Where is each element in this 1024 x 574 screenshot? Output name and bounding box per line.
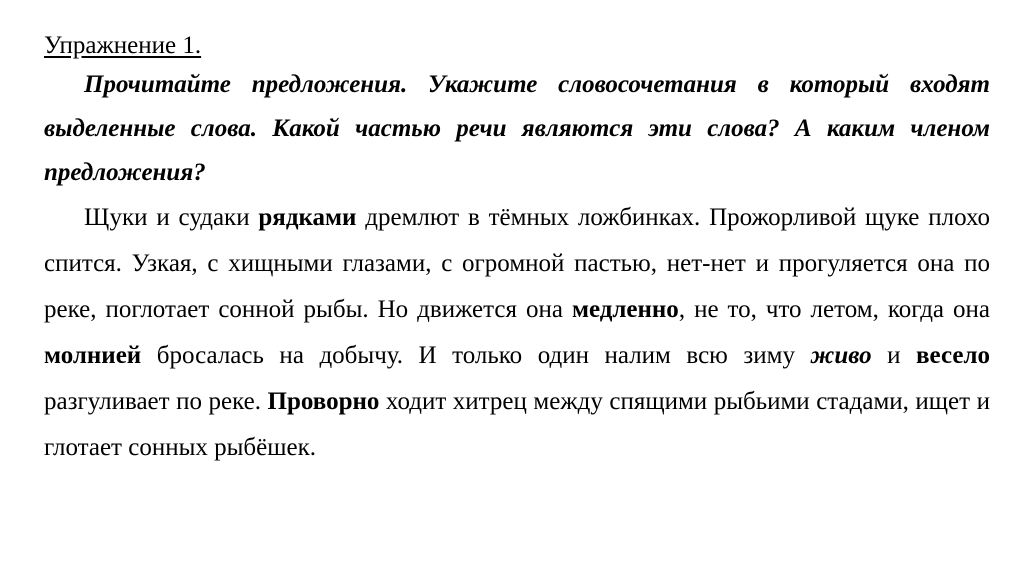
text-segment: разгуливает по реке. (44, 388, 268, 415)
highlighted-word: Проворно (267, 388, 380, 415)
text-segment: , не то, что летом, когда она (678, 296, 990, 323)
text-segment: дремлют в тёмных ложбинках. Прожорливой щуке плохо спится. Узкая, с хищными глазами, с огромной пастью, нет-нет и прогуляется она по реке, поглотает сонной рыбы. Но движется она (44, 204, 990, 323)
text-segment: ходит хитрец между спящими рыбьими стадами, ищет и глотает сонных рыбёшек. (44, 388, 990, 461)
text-segment: Щуки и судаки (84, 204, 259, 231)
task-instructions: Прочитайте предложения. Укажите словосочетания в который входят выделенные слова. Какой частью речи являются эти слова? А каким членом предложения? (44, 71, 990, 186)
text-segment: и (871, 342, 917, 369)
text-segment: бросалась на добычу. И только один налим всю зиму (141, 342, 811, 369)
exercise-heading: Упражнение 1. (44, 32, 202, 59)
highlighted-word: рядками (258, 204, 357, 231)
highlighted-word: весело (916, 342, 990, 369)
highlighted-word: молнией (44, 342, 142, 369)
exercise-text (44, 195, 990, 471)
exercise-slide (44, 30, 990, 471)
highlighted-word: медленно (571, 296, 679, 323)
highlighted-word: живо (810, 342, 872, 369)
